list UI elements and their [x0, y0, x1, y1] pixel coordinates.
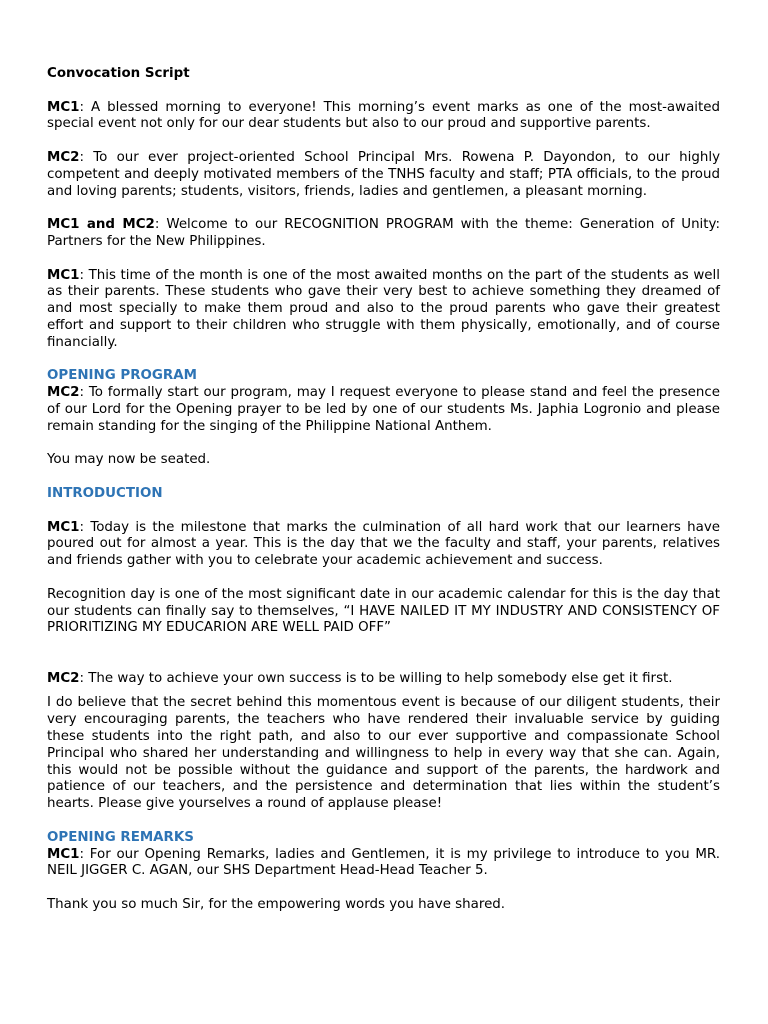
speaker-label: MC1	[47, 519, 80, 535]
speaker-label: MC2	[47, 149, 80, 165]
speaker-label: MC1	[47, 267, 80, 283]
paragraph-text: : Welcome to our RECOGNITION PROGRAM with the theme: Generation of Unity: Partners for the New Philippines.	[47, 217, 720, 249]
paragraph-text: : Today is the milestone that marks the culmination of all hard work that our learners have poured out for almost a year. This is the day that we the faculty and staff, your parents, relatives and friends gather with you to celebrate your academic achievement and success.	[47, 519, 720, 569]
paragraph-thank-you: Thank you so much Sir, for the empowering words you have shared.	[47, 897, 506, 913]
paragraph-recognition-day: Recognition day is one of the most significant date in our academic calendar for this is the day that our students can finally say to themselves, “I HAVE NAILED IT MY INDUSTRY AND CONSISTENCY OF PRIORITIZING MY EDUCARION ARE WELL PAID OFF”	[47, 586, 720, 636]
paragraph-mc2-opening	[47, 385, 720, 435]
paragraph-mc2-success	[47, 671, 720, 688]
paragraph-text: : The way to achieve your own success is to be willing to help somebody else get it first.	[79, 670, 673, 686]
paragraph-mc1-awaited	[47, 268, 720, 352]
heading-introduction: INTRODUCTION	[47, 485, 163, 501]
heading-opening-remarks: OPENING REMARKS	[47, 829, 194, 845]
speaker-label: MC1 and MC2	[47, 217, 155, 233]
paragraph-text: : A blessed morning to everyone! This morning’s event marks as one of the most-awaited special event not only for our dear students but also to our proud and supportive parents.	[47, 99, 720, 132]
document-title: Convocation Script	[47, 66, 190, 81]
paragraph-mc1-greeting	[47, 100, 720, 134]
paragraph-mc2-greeting	[47, 150, 720, 200]
paragraph-secret: I do believe that the secret behind this momentous event is because of our diligent students, their very encouraging parents, the teachers who have rendered their invaluable service by guiding these students into the right path, and also to our ever supportive and compassionate School Principal who shared her understanding and willingness to help in every way that she can. Again, this would not be possible without the guidance and support of the parents, the hardwork and patience of our teachers, and the persistence and determination that lies within the student’s hearts. Please give yourselves a round of applause please!	[47, 695, 720, 812]
paragraph-mc1-remarks	[47, 847, 720, 881]
paragraph-text: : This time of the month is one of the most awaited months on the part of the students as well as their parents. These students who gave their very best to achieve something they dreamed of and most specially to make them proud and also to the proud parents who gave their greatest effort and support to their children who struggle with them physically, emotionally, and of course financially.	[47, 267, 720, 350]
speaker-label: MC1	[47, 99, 80, 115]
speaker-label: MC2	[47, 385, 80, 401]
paragraph-text: : To our ever project-oriented School Principal Mrs. Rowena P. Dayondon, to our highly competent and deeply motivated members of the TNHS faculty and staff; PTA officials, to the proud and loving parents; students, visitors, friends, ladies and gentlemen, a pleasant morning.	[47, 149, 720, 199]
paragraph-mc1-milestone	[47, 520, 720, 570]
paragraph-welcome	[47, 217, 720, 251]
paragraph-seated: You may now be seated.	[47, 452, 211, 468]
document-body	[47, 66, 720, 931]
speaker-label: MC1	[47, 846, 80, 862]
paragraph-text: : To formally start our program, may I request everyone to please stand and feel the presence of our Lord for the Opening prayer to be led by one of our students Ms. Japhia Logronio and please remain standing for the singing of the Philippine National Anthem.	[47, 385, 720, 434]
heading-opening-program: OPENING PROGRAM	[47, 368, 197, 384]
speaker-label: MC2	[47, 670, 80, 686]
paragraph-text: : For our Opening Remarks, ladies and Gentlemen, it is my privilege to introduce to you MR. NEIL JIGGER C. AGAN, our SHS Department Head-Head Teacher 5.	[47, 846, 720, 879]
